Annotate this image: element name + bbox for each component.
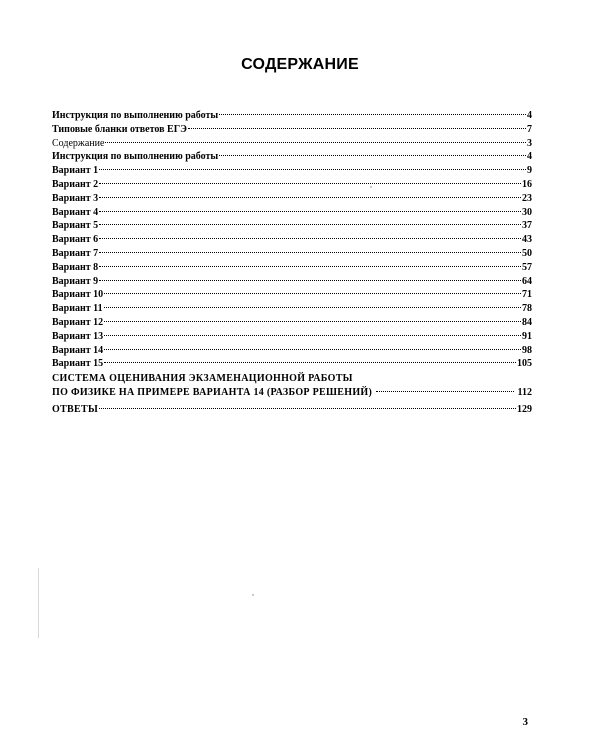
page-title: СОДЕРЖАНИЕ — [241, 56, 359, 73]
toc-entry-label: Вариант 14 — [52, 344, 104, 356]
toc-entry-page: 7 — [527, 123, 532, 135]
toc-leader-dots — [99, 408, 516, 409]
toc-entry-page: 16 — [522, 178, 532, 190]
toc-leader-dots — [99, 280, 521, 281]
toc-entry-page: 71 — [522, 289, 532, 301]
toc-leader-dots — [99, 224, 521, 225]
toc-leader-dots — [99, 197, 521, 198]
toc-entry-label: Вариант 6 — [52, 234, 99, 246]
toc-entry — [52, 178, 532, 192]
toc-entry-page: 4 — [527, 151, 532, 163]
toc-entry-label: Вариант 8 — [52, 261, 99, 273]
toc-entry — [52, 288, 532, 302]
toc-entry-label: Вариант 5 — [52, 220, 99, 232]
scan-speck — [252, 594, 254, 596]
toc-entry-label: Вариант 11 — [52, 303, 103, 315]
toc-entry-label: Инструкция по выполнению работы — [52, 151, 219, 163]
toc-leader-dots — [104, 349, 521, 350]
toc-leader-dots — [376, 391, 513, 392]
toc-entry-page: 37 — [522, 220, 532, 232]
toc-entry-page: 78 — [522, 303, 532, 315]
toc-leader-dots — [188, 128, 526, 129]
toc-entry-label: Содержание — [52, 137, 105, 149]
toc-entry — [52, 330, 532, 344]
toc-leader-dots — [105, 142, 526, 143]
toc-entry-page: 4 — [527, 110, 532, 121]
toc-entry — [52, 316, 532, 330]
toc-leader-dots — [104, 335, 521, 336]
toc-entry-page: 98 — [522, 344, 532, 356]
toc-section-title-line1: СИСТЕМА ОЦЕНИВАНИЯ ЭКЗАМЕНАЦИОННОЙ РАБОТЫ — [52, 373, 353, 385]
toc-entry-page: 105 — [517, 358, 532, 370]
toc-entry-page: 84 — [522, 316, 532, 328]
toc-entry-label: Вариант 9 — [52, 275, 99, 287]
toc-leader-dots — [99, 238, 521, 239]
toc-entries — [52, 109, 532, 371]
toc-entry — [52, 192, 532, 206]
toc-entry — [52, 302, 532, 316]
toc-entry-label: Вариант 4 — [52, 206, 99, 218]
toc-leader-dots — [219, 114, 526, 115]
toc-entry-label: Вариант 1 — [52, 165, 99, 177]
toc-entry — [52, 164, 532, 178]
toc-entry — [52, 150, 532, 164]
toc-entry — [52, 206, 532, 220]
toc-section-entry — [52, 372, 532, 400]
toc-leader-dots — [99, 169, 526, 170]
toc-entry-label: Вариант 3 — [52, 192, 99, 204]
toc-entry-label: Вариант 2 — [52, 178, 99, 190]
toc-entry — [52, 261, 532, 275]
scan-margin-mark — [38, 568, 39, 638]
toc-entry — [52, 109, 532, 123]
toc-entry-label: Инструкция по выполнению работы — [52, 110, 219, 121]
toc-entry-page: 9 — [527, 165, 532, 177]
toc-entry — [52, 123, 532, 137]
toc-leader-dots — [99, 252, 521, 253]
toc-leader-dots — [99, 211, 521, 212]
toc-entry-label: Вариант 15 — [52, 358, 104, 370]
toc-entry-label: Вариант 7 — [52, 247, 99, 259]
toc-entry-label: Вариант 12 — [52, 316, 104, 328]
toc-leader-dots — [104, 293, 521, 294]
toc-entry — [52, 275, 532, 289]
toc-answers-page: 129 — [517, 403, 532, 415]
toc-entry — [52, 233, 532, 247]
toc-entry-page: 23 — [522, 192, 532, 204]
page-number: 3 — [522, 716, 528, 728]
toc-entry-page: 43 — [522, 234, 532, 246]
toc-entry-page: 57 — [522, 261, 532, 273]
toc-entry — [52, 247, 532, 261]
toc-entry-page: 50 — [522, 247, 532, 259]
toc-entry-page: 91 — [522, 330, 532, 342]
toc-answers-label: ОТВЕТЫ — [52, 403, 99, 415]
toc-answers-entry — [52, 403, 532, 417]
toc-leader-dots — [104, 307, 521, 308]
toc-section-title-line2-row — [52, 386, 532, 400]
toc-leader-dots — [104, 321, 521, 322]
toc-leader-dots — [104, 362, 516, 363]
scan-speck — [370, 186, 372, 188]
toc-entry-page: 64 — [522, 275, 532, 287]
toc-entry — [52, 344, 532, 358]
toc-entry — [52, 137, 532, 151]
toc-entry-page: 30 — [522, 206, 532, 218]
toc-entry — [52, 357, 532, 371]
toc-entry-label: Вариант 10 — [52, 289, 104, 301]
table-of-contents — [52, 109, 532, 417]
toc-section-title-line2: ПО ФИЗИКЕ НА ПРИМЕРЕ ВАРИАНТА 14 (РАЗБОР РЕШЕНИЙ) — [52, 386, 373, 398]
toc-entry — [52, 219, 532, 233]
toc-entry-label: Вариант 13 — [52, 330, 104, 342]
toc-entry-page: 3 — [527, 137, 532, 149]
toc-entry-label: Типовые бланки ответов ЕГЭ — [52, 123, 187, 135]
toc-leader-dots — [99, 266, 521, 267]
toc-leader-dots — [99, 183, 521, 184]
toc-leader-dots — [219, 155, 526, 156]
toc-section-page: 112 — [517, 386, 532, 398]
